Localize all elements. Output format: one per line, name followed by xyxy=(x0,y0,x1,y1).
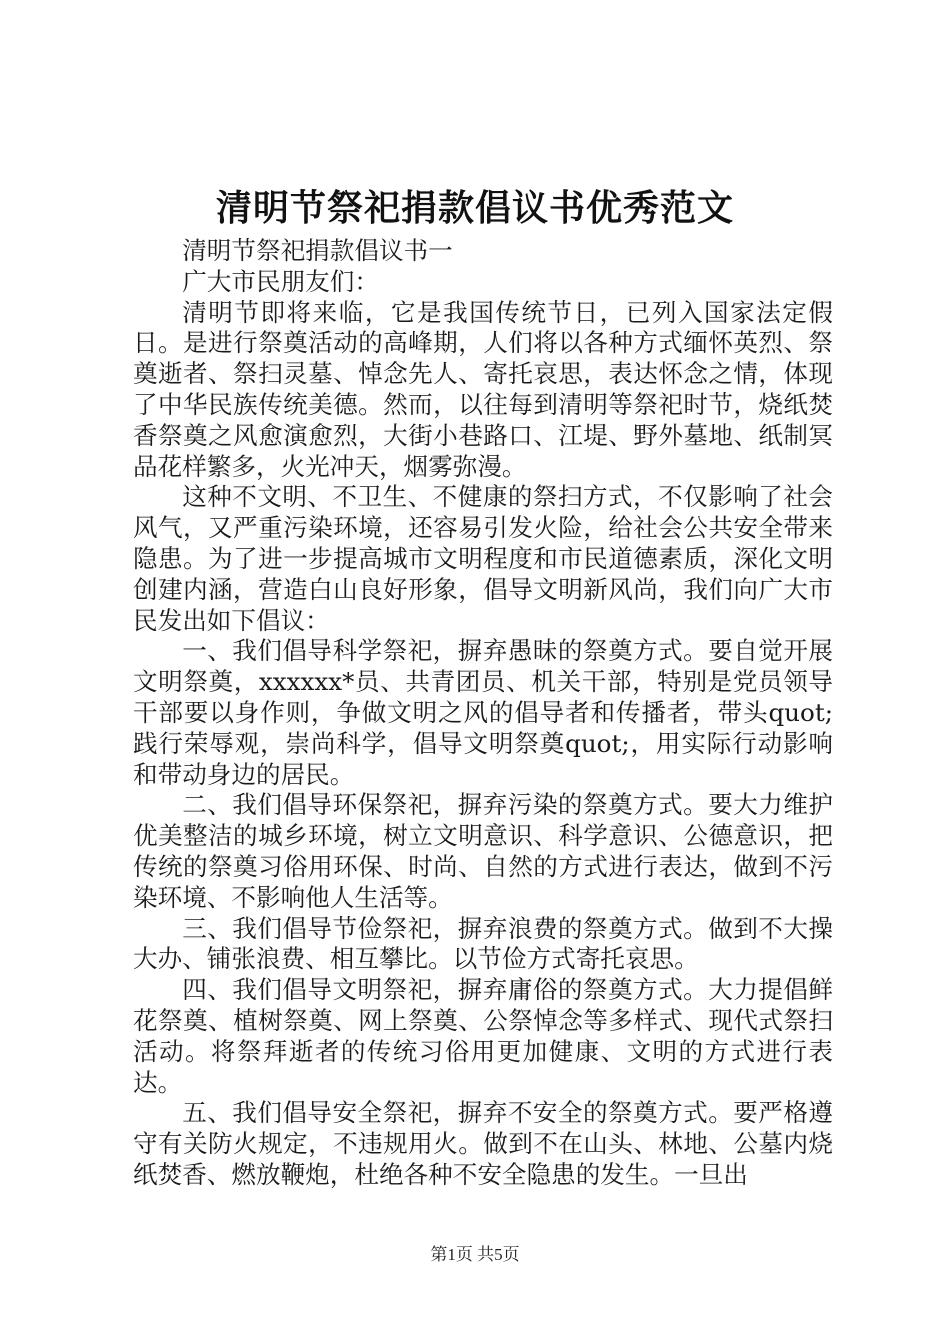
paragraph-intro: 清明节即将来临，它是我国传统节日，已列入国家法定假日。是进行祭奠活动的高峰期，人们将以各种方式缅怀英烈、祭奠逝者、祭扫灵墓、悼念先人、寄托哀思，表达怀念之情，体现了中华民族传统美德。然而，以往每到清明等祭祀时节，烧纸焚香祭奠之风愈演愈烈，大街小巷路口、江堤、野外墓地、纸制冥品花样繁多，火光冲天，烟雾弥漫。 xyxy=(133,297,833,481)
document-body xyxy=(133,236,833,1191)
paragraph-proposal-3: 三、我们倡导节俭祭祀，摒弃浪费的祭奠方式。做到不大操大办、铺张浪费、相互攀比。以节俭方式寄托哀思。 xyxy=(133,913,833,974)
page-footer: 第1页 共5页 xyxy=(430,1245,520,1264)
paragraph-subtitle: 清明节祭祀捐款倡议书一 xyxy=(182,236,453,265)
paragraph-proposal-5: 五、我们倡导安全祭祀，摒弃不安全的祭奠方式。要严格遵守有关防火规定，不违规用火。做到不在山头、林地、公墓内烧纸焚香、燃放鞭炮，杜绝各种不安全隐患的发生。一旦出 xyxy=(133,1098,833,1189)
paragraph-proposal-1: 一、我们倡导科学祭祀，摒弃愚昧的祭奠方式。要自觉开展文明祭奠，xxxxxx*员、共青团员、机关干部，特别是党员领导干部要以身作则，争做文明之风的倡导者和传播者，带头quot;践行荣辱观，崇尚科学，倡导文明祭奠quot;，用实际行动影响和带动身边的居民。 xyxy=(133,636,833,789)
document-title: 清明节祭祀捐款倡议书优秀范文 xyxy=(215,187,734,229)
paragraph-proposal-2: 二、我们倡导环保祭祀，摒弃污染的祭奠方式。要大力维护优美整洁的城乡环境，树立文明意识、科学意识、公德意识，把传统的祭奠习俗用环保、时尚、自然的方式进行表达，做到不污染环境、不影响他人生活等。 xyxy=(133,790,833,912)
paragraph-proposal-4: 四、我们倡导文明祭祀，摒弃庸俗的祭奠方式。大力提倡鲜花祭奠、植树祭奠、网上祭奠、公祭悼念等多样式、现代式祭扫活动。将祭拜逝者的传统习俗用更加健康、文明的方式进行表达。 xyxy=(133,975,833,1097)
paragraph-salutation: 广大市民朋友们： xyxy=(182,266,379,296)
paragraph-concern: 这种不文明、不卫生、不健康的祭扫方式，不仅影响了社会风气，又严重污染环境，还容易引发火险，给社会公共安全带来隐患。为了进一步提高城市文明程度和市民道德素质，深化文明创建内涵，营造白山良好形象，倡导文明新风尚，我们向广大市民发出如下倡议： xyxy=(133,482,833,635)
